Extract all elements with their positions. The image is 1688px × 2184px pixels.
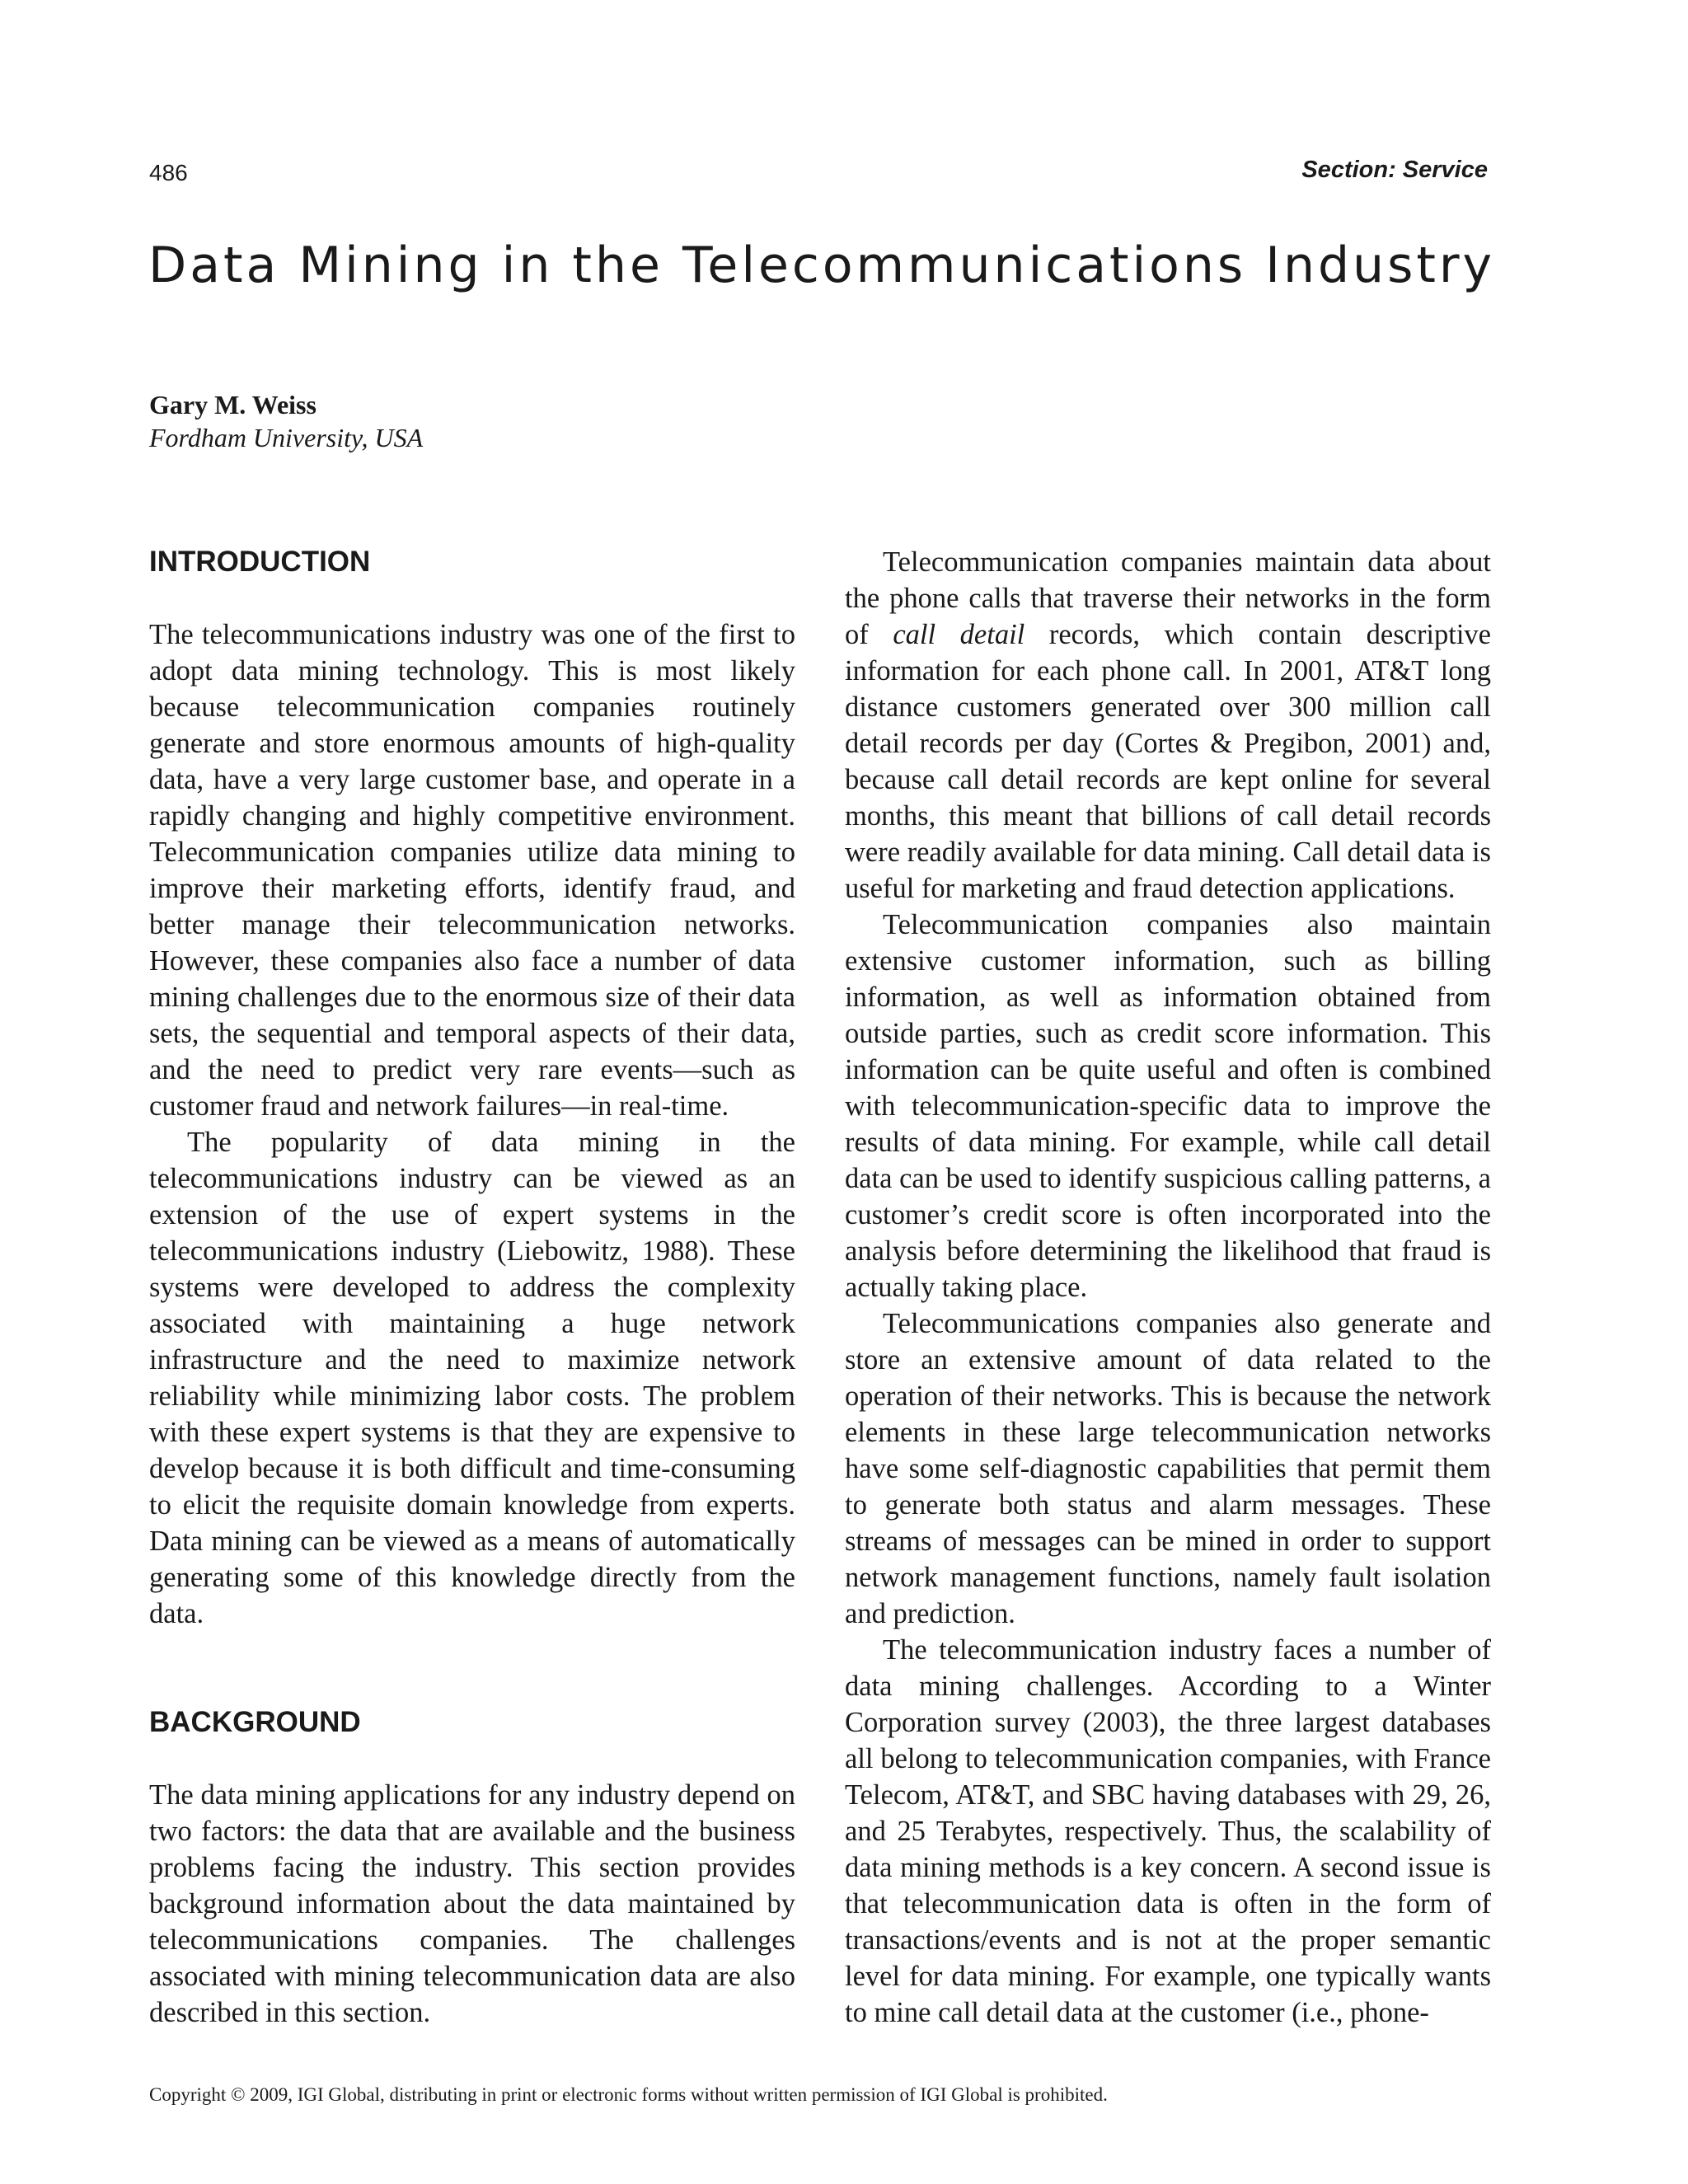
right-column: [845, 544, 1491, 2031]
author-name: Gary M. Weiss: [149, 390, 316, 419]
right-paragraph-1-end: records, which contain descriptive information for each phone call. In 2001, AT&T long distance customers generated over 300 million call detail records per day (Cortes & Pregibon, 2001) and, because call detail records are kept online for several months, this meant that billions of call detail records were readily available for data mining. Call detail data is useful for marketing and fraud detection applications.: [845, 619, 1491, 904]
right-paragraph-1-start: Telecommunication companies maintain data about the phone calls that traverse their networks in the form of: [845, 546, 1491, 650]
background-heading: BACKGROUND: [149, 1706, 361, 1738]
section-label: Section: Service: [1301, 157, 1488, 183]
right-paragraph-4: The telecommunication industry faces a number of data mining challenges. According to a Winter Corporation survey (2003), the three largest databases all belong to telecommunication companies, with France Telecom, AT&T, and SBC having databases with 29, 26, and 25 Terabytes, respectively. Thus, the scalability of data mining methods is a key concern. A second issue is that telecommunication data is often in the form of transactions/events and is not at the proper semantic level for data mining. For example, one typically wants to mine call detail data at the customer (i.e., phone-: [845, 1634, 1491, 2028]
introduction-paragraph-2: The popularity of data mining in the telecommunications industry can be viewed as an extension of the use of expert systems in the telecommunications industry (Liebowitz, 1988). These systems were developed to address the complexity associated with maintaining a huge network infrastructure and the need to maximize network reliability while minimizing labor costs. The problem with these expert systems is that they are expensive to develop because it is both difficult and time-consuming to elicit the requisite domain knowledge from experts. Data mining can be viewed as a means of automatically generating some of this knowledge directly from the data.: [149, 1127, 795, 1629]
introduction-heading: INTRODUCTION: [149, 546, 371, 578]
background-paragraph-1: The data mining applications for any industry depend on two factors: the data that are available and the business problems facing the industry. This section provides background information about the data maintained by telecommunications companies. The challenges associated with mining telecommunication data are also described in this section.: [149, 1779, 795, 2028]
copyright-footer: Copyright © 2009, IGI Global, distributing in print or electronic forms without written permission of IGI Global is prohibited.: [149, 2084, 1108, 2105]
page-number: 486: [149, 160, 188, 185]
author-affiliation: Fordham University, USA: [149, 423, 424, 452]
right-paragraph-2: Telecommunication companies also maintain extensive customer information, such as billing information, as well as information obtained from outside parties, such as credit score information. This information can be quite useful and often is combined with telecommunication-specific data to improve the results of data mining. For example, while call detail data can be used to identify suspicious calling patterns, a customer’s credit score is often incorporated into the analysis before determining the likelihood that fraud is actually taking place.: [845, 909, 1491, 1303]
right-paragraph-1: [845, 544, 1491, 907]
left-column: [149, 544, 795, 2031]
call-detail-term: call detail: [893, 619, 1025, 650]
introduction-paragraph-1: The telecommunications industry was one of the first to adopt data mining technology. This is most likely because telecommunication companies routinely generate and store enormous amounts of high-quality data, have a very large customer base, and operate in a rapidly changing and highly competitive environment. Telecommunication companies utilize data mining to improve their marketing efforts, identify fraud, and better manage their telecommunication networks. However, these companies also face a number of data mining challenges due to the enormous size of their data sets, the sequential and temporal aspects of their data, and the need to predict very rare events—such as customer fraud and network failures—in real-time.: [149, 619, 795, 1122]
author-block: [149, 388, 423, 454]
right-paragraph-3: Telecommunications companies also generate and store an extensive amount of data related to the operation of their networks. This is because the network elements in these large telecommunication networks have some self-diagnostic capabilities that permit them to generate both status and alarm messages. These streams of messages can be mined in order to support network management functions, namely fault isolation and prediction.: [845, 1308, 1491, 1629]
article-title: Data Mining in the Telecommunications Industry: [148, 237, 1496, 294]
